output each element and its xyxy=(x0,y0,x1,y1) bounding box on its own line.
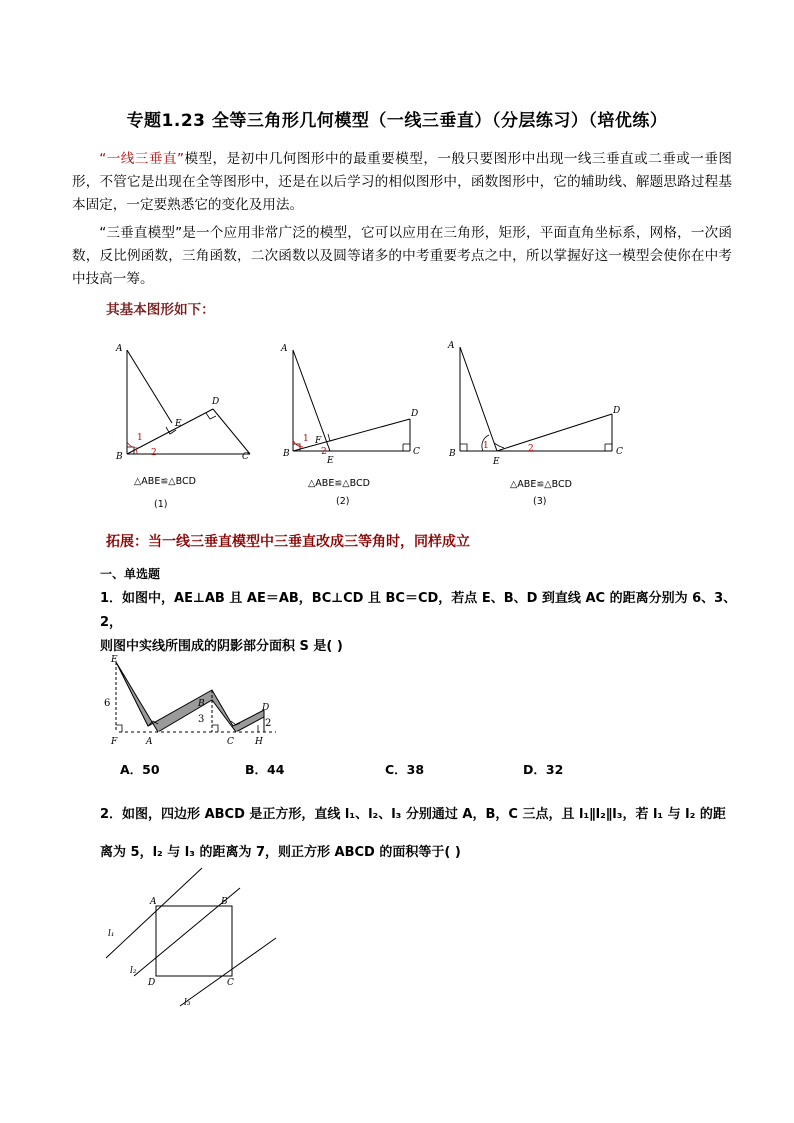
question-2 xyxy=(100,796,740,872)
fig1-angle-2: 2 xyxy=(151,448,157,458)
q1-label-d: D xyxy=(262,703,270,713)
fig3-label-c: C xyxy=(616,447,623,457)
q1-label-h: H xyxy=(255,737,263,747)
fig3-label-e: E xyxy=(493,457,500,467)
q1-label-f: F xyxy=(111,737,118,747)
fig1-label-b: B xyxy=(116,452,123,462)
question-1-line-1: 1．如图中，AE⊥AB 且 AE＝AB，BC⊥CD 且 BC＝CD，若点 E、B、D 到直线 AC 的距离分别为 6、3、2， xyxy=(100,591,737,630)
question-2-figure xyxy=(100,866,290,1016)
fig2-label-b: B xyxy=(283,449,290,459)
fig1-label-d: D xyxy=(212,397,220,407)
fig1-label-a: A xyxy=(116,344,123,354)
extension-note: 拓展：当一线三垂直模型中三垂直改成三等角时，同样成立 xyxy=(106,534,470,550)
fig2-label-a: A xyxy=(281,344,288,354)
q2-label-l2: l₂ xyxy=(130,966,137,976)
figure-1 xyxy=(115,344,250,510)
intro-paragraph-1 xyxy=(72,148,732,217)
q2-label-d: D xyxy=(148,978,156,988)
fig1-label-e: E xyxy=(175,419,182,429)
page-title: 专题1.23 全等三角形几何模型（一线三垂直）（分层练习）（培优练） xyxy=(126,111,668,131)
fig3-angle-2: 2 xyxy=(528,444,534,454)
fig3-label-a: A xyxy=(448,341,455,351)
fig3-label-b: B xyxy=(449,449,456,459)
q2-label-c: C xyxy=(227,978,234,988)
q2-label-l1: l₁ xyxy=(108,929,115,939)
intro-paragraph-2: “三垂直模型”是一个应用非常广泛的模型，它可以应用在三角形，矩形，平面直角坐标系，网格，一次函数，反比例函数，三角函数，二次函数以及圆等诸多的中考重要考点之中，所以掌握好这一模型会使你在中考中技高一筹。 xyxy=(72,225,732,287)
intro-text-1: 模型，是初中几何图形中的最重要模型，一般只要图形中出现一线三垂直或二垂或一垂图形，不管它是出现在全等图形中，还是在以后学习的相似图形中，函数图形中，它的辅助线、解题思路过程基本固定，一定要熟悉它的变化及用法。 xyxy=(72,151,733,213)
q1-label-a: A xyxy=(146,737,153,747)
q1-label-c: C xyxy=(227,737,234,747)
q1-distance-6: 6 xyxy=(104,698,111,709)
q1-option-d[interactable]: D．32 xyxy=(523,762,564,777)
basic-figures xyxy=(100,330,660,515)
figure-2 xyxy=(280,344,420,507)
section-heading: 一、单选题 xyxy=(100,567,161,581)
q1-option-b[interactable]: B．44 xyxy=(245,762,285,777)
fig1-number: (1) xyxy=(154,499,168,510)
fig2-label-c: C xyxy=(413,447,420,457)
q1-option-c[interactable]: C．38 xyxy=(385,762,425,777)
fig3-label-d: D xyxy=(613,406,621,416)
q1-label-b: B xyxy=(198,699,205,709)
question-2-line-2: 离为 5，l₂ 与 l₃ 的距离为 7，则正方形 ABCD 的面积等于( ) xyxy=(100,845,461,860)
fig1-angle-1: 1 xyxy=(137,433,143,443)
q1-distance-2: 2 xyxy=(265,718,272,729)
question-1-figure xyxy=(98,648,283,748)
q1-distance-3: 3 xyxy=(198,714,205,725)
fig1-label-c: C xyxy=(242,452,249,462)
intro-highlight: “一线三垂直” xyxy=(99,151,184,167)
fig1-caption: △ABE≌△BCD xyxy=(134,476,196,487)
basic-figure-heading: 其基本图形如下： xyxy=(106,302,215,318)
fig3-angle-1: 1 xyxy=(483,441,489,451)
fig3-caption: △ABE≌△BCD xyxy=(510,479,572,490)
q2-label-l3: l₃ xyxy=(184,998,191,1008)
q2-label-a: A xyxy=(150,897,157,907)
fig2-angle-2: 2 xyxy=(321,447,327,457)
q1-label-e: E xyxy=(111,655,118,665)
fig2-caption: △ABE≌△BCD xyxy=(308,478,370,489)
question-1-line-2: 则图中实线所围成的阴影部分面积 S 是( ) xyxy=(100,639,343,654)
fig2-label-e: E xyxy=(327,456,334,466)
fig2-label-f: F xyxy=(315,436,322,446)
fig2-angle-1: 1 xyxy=(303,434,309,444)
fig3-number: (3) xyxy=(533,496,547,507)
fig2-label-d: D xyxy=(411,409,419,419)
question-2-line-1: 2．如图，四边形 ABCD 是正方形，直线 l₁、l₂、l₃ 分别通过 A，B，C 三点，且 l₁∥l₂∥l₃，若 l₁ 与 l₂ 的距 xyxy=(100,807,726,822)
figure-3 xyxy=(447,341,623,507)
fig2-number: (2) xyxy=(336,496,350,507)
q2-label-b: B xyxy=(221,897,228,907)
q1-option-a[interactable]: A．50 xyxy=(120,762,160,777)
